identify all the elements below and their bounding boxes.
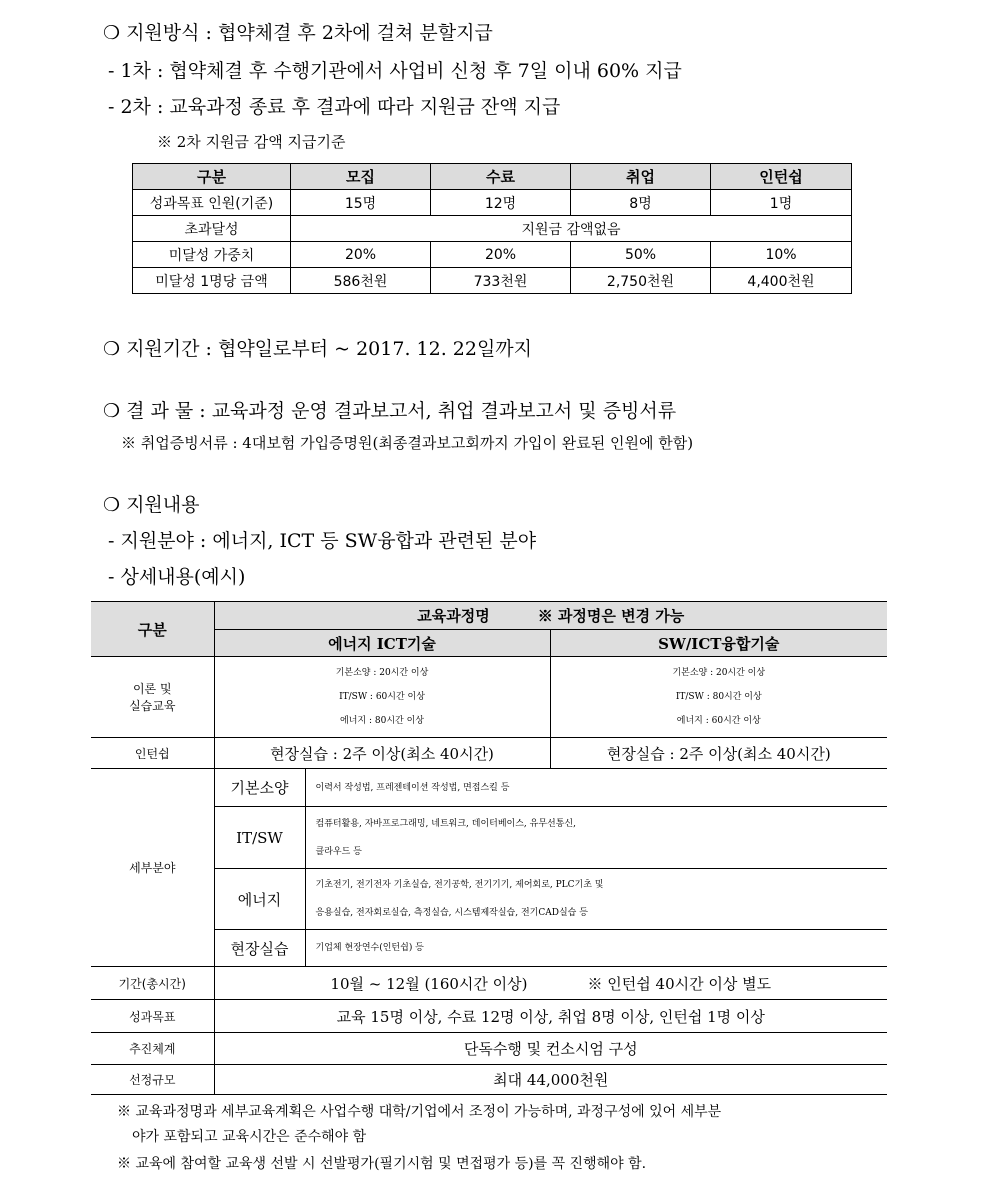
reduction-criteria-note: ※ 2차 지원금 감액 지급기준: [157, 133, 346, 151]
subfield-name: 에너지: [214, 869, 305, 930]
row-label: 성과목표 인원(기준): [133, 190, 291, 216]
row-label-line: 이론 및: [132, 682, 172, 696]
table-cell: 20%: [291, 242, 431, 268]
table-row-subfield: [91, 769, 887, 807]
row-label: 세부분야: [91, 769, 214, 967]
subfield-desc: [305, 930, 887, 967]
theory-course-2: [550, 657, 887, 738]
row-label: 미달성 1명당 금액: [133, 268, 291, 294]
results-heading: ❍ 결 과 물 : 교육과정 운영 결과보고서, 취업 결과보고서 및 증빙서류: [103, 400, 677, 422]
header-category: 구분: [91, 602, 214, 657]
table-row-period: [91, 967, 887, 1000]
row-label: 추진체계: [91, 1033, 214, 1065]
header-course-name: [214, 602, 887, 630]
header-category: 구분: [133, 164, 291, 190]
support-period-heading: ❍ 지원기간 : 협약일로부터 ~ 2017. 12. 22일까지: [103, 338, 533, 360]
table-row-scale: [91, 1065, 887, 1095]
table-cell: 586천원: [291, 268, 431, 294]
support-method-item-2: - 2차 : 교육과정 종료 후 결과에 따라 지원금 잔액 지급: [108, 96, 561, 118]
theory-line: IT/SW : 80시간 이상: [675, 692, 762, 702]
header-recruit: 모집: [291, 164, 431, 190]
table-row: [133, 268, 852, 294]
subfield-desc: [305, 869, 887, 930]
subfield-name: 기본소양: [214, 769, 305, 807]
footnote-2: ※ 교육에 참여할 교육생 선발 시 선발평가(필기시험 및 면접평가 등)를 꼭 진행해야 함.: [117, 1156, 647, 1172]
table-row: [133, 190, 852, 216]
support-content-item-2: - 상세내용(예시): [108, 566, 246, 588]
table-cell-merged: 지원금 감액없음: [291, 216, 852, 242]
header-course-2: SW/ICT융합기술: [550, 630, 887, 657]
support-content-item-1: - 지원분야 : 에너지, ICT 등 SW융합과 관련된 분야: [108, 530, 537, 552]
subfield-line: 기초전기, 전기전자 기초실습, 전기공학, 전기기기, 제어회로, PLC기초 및: [315, 880, 604, 890]
reduction-criteria-table: [132, 163, 852, 294]
table-row-system: [91, 1033, 887, 1065]
course-name-label: 교육과정명: [417, 607, 490, 625]
period-text: 10월 ~ 12월 (160시간 이상): [330, 974, 528, 993]
subfield-line: 응용실습, 전자회로실습, 측정실습, 시스템제작실습, 전기CAD실습 등: [315, 908, 588, 918]
table-cell: 10%: [711, 242, 852, 268]
table-cell: 1명: [711, 190, 852, 216]
table-row-internship: [91, 738, 887, 769]
period-note: ※ 인턴쉽 40시간 이상 별도: [587, 974, 772, 993]
scale-value: 최대 44,000천원: [214, 1065, 887, 1095]
table-cell: 733천원: [431, 268, 571, 294]
theory-line: IT/SW : 60시간 이상: [339, 692, 425, 702]
row-label: 기간(총시간): [91, 967, 214, 1000]
subfield-line: 이력서 작성법, 프레젠테이션 작성법, 면접스킬 등: [315, 782, 510, 793]
header-employment: 취업: [571, 164, 711, 190]
header-completion: 수료: [431, 164, 571, 190]
table-cell: 4,400천원: [711, 268, 852, 294]
theory-line: 에너지 : 60시간 이상: [676, 716, 761, 726]
theory-course-1: [214, 657, 550, 738]
theory-line: 기본소양 : 20시간 이상: [672, 668, 766, 678]
footnote-1-line-2: 야가 포함되고 교육시간은 준수해야 함: [132, 1129, 367, 1145]
table-row-goal: [91, 1000, 887, 1033]
theory-line: 에너지 : 80시간 이상: [340, 716, 424, 726]
subfield-desc: [305, 769, 887, 807]
table-cell: 15명: [291, 190, 431, 216]
table-header-row: [133, 164, 852, 190]
internship-course-1: 현장실습 : 2주 이상(최소 40시간): [214, 738, 550, 769]
table-cell: 2,750천원: [571, 268, 711, 294]
row-label-line: 실습교육: [129, 699, 176, 713]
table-cell: 50%: [571, 242, 711, 268]
subfield-desc: [305, 807, 887, 869]
subfield-name: 현장실습: [214, 930, 305, 967]
support-method-item-1: - 1차 : 협약체결 후 수행기관에서 사업비 신청 후 7일 이내 60% 지급: [108, 60, 682, 82]
row-label: 초과달성: [133, 216, 291, 242]
subfield-line: 기업체 현장연수(인턴쉽) 등: [315, 943, 424, 953]
table-cell: 12명: [431, 190, 571, 216]
row-label: [91, 657, 214, 738]
row-label: 선정규모: [91, 1065, 214, 1095]
subfield-name: IT/SW: [214, 807, 305, 869]
support-method-heading: ❍ 지원방식 : 협약체결 후 2차에 걸쳐 분할지급: [103, 22, 493, 44]
row-label: 인턴쉽: [91, 738, 214, 769]
table-cell: 20%: [431, 242, 571, 268]
subfield-line: 클라우드 등: [315, 846, 362, 857]
table-header-row: [91, 602, 887, 630]
row-label: 미달성 가중치: [133, 242, 291, 268]
header-course-1: 에너지 ICT기술: [214, 630, 550, 657]
table-row-theory: [91, 657, 887, 738]
table-row: [133, 216, 852, 242]
row-label: 성과목표: [91, 1000, 214, 1033]
goal-value: 교육 15명 이상, 수료 12명 이상, 취업 8명 이상, 인턴쉽 1명 이상: [214, 1000, 887, 1033]
internship-course-2: 현장실습 : 2주 이상(최소 40시간): [550, 738, 887, 769]
theory-line: 기본소양 : 20시간 이상: [335, 668, 429, 678]
support-content-heading: ❍ 지원내용: [103, 494, 200, 516]
course-name-note: ※ 과정명은 변경 가능: [537, 607, 685, 625]
footnote-1-line-1: ※ 교육과정명과 세부교육계획은 사업수행 대학/기업에서 조정이 가능하며, 과정구성에 있어 세부분: [117, 1104, 722, 1120]
course-detail-table: [91, 601, 887, 1095]
subfield-line: 컴퓨터활용, 자바프로그래밍, 네트워크, 데이터베이스, 유무선통신,: [315, 818, 576, 829]
table-cell: 8명: [571, 190, 711, 216]
results-note: ※ 취업증빙서류 : 4대보험 가입증명원(최종결과보고회까지 가입이 완료된 인원에 한함): [121, 434, 694, 452]
system-value: 단독수행 및 컨소시엄 구성: [214, 1033, 887, 1065]
period-value: [214, 967, 887, 1000]
table-row: [133, 242, 852, 268]
header-internship: 인턴쉽: [711, 164, 852, 190]
